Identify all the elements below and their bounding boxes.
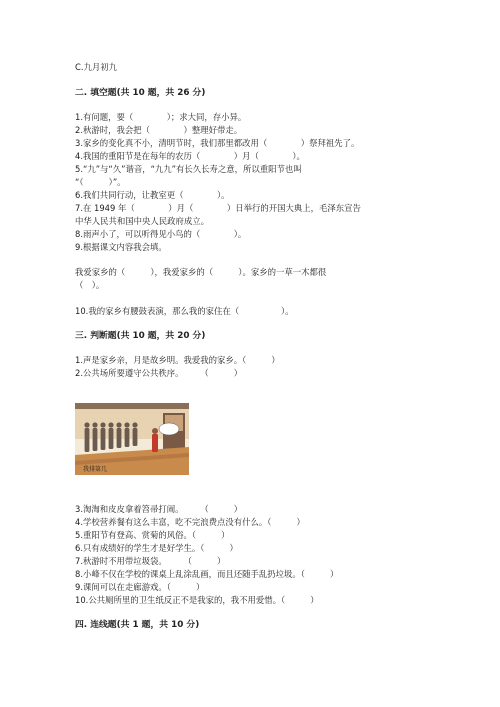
fill-question-9: 9.根据课文内容我会填。 (75, 242, 167, 252)
tf-question-8: 8.小峰不仅在学校的课桌上乱涂乱画，而且还随手乱扔垃圾。（ ） (75, 569, 339, 579)
fill-question-8: 8.雨声小了，可以听得见小鸟的（ ）。 (75, 229, 247, 239)
tf-question-7: 7.秋游时不用带垃圾袋。 （ ） (75, 556, 226, 566)
tf-question-6: 6.只有成绩好的学生才是好学生。（ ） (75, 543, 238, 553)
tf-question-3: 3.淘淘和皮皮拿着笤帚打闹。 （ ） (75, 504, 243, 514)
fill-question-7: 7.在 1949 年（ ）月（ ）日举行的开国大典上，毛泽东宣告 (75, 203, 361, 213)
tf-question-5: 5.重阳节有登高、赏菊的风俗。（ ） (75, 530, 230, 540)
fill-question-9-blank-cont: （ ）。 (75, 280, 105, 290)
tf-question-9: 9.课间可以在走廊游戏。（ ） (75, 582, 205, 592)
tf-question-1: 1.声是家乡亲，月是故乡明。我爱我的家乡。（ ） (75, 355, 280, 365)
fill-question-5-cont: “（ ）”。 (75, 177, 126, 187)
fill-question-5: 5.“九”与“久”谐音，“九九”有长久长寿之意，所以重阳节也叫 (75, 164, 302, 174)
fill-question-10: 10.我的家乡有腰鼓表演，那么我的家住在（ ）。 (75, 306, 294, 316)
fill-question-7-cont: 中华人民共和国中央人民政府成立。 (75, 216, 209, 226)
queue-illustration (75, 403, 189, 475)
fill-question-2: 2.秋游时，我会把（ ）整理好带走。 (75, 125, 243, 135)
section-heading-fill-blank: 二. 填空题(共 10 题，共 26 分) (75, 88, 206, 98)
fill-question-9-blank-line: 我爱家乡的（ ），我爱家乡的（ ）。家乡的一草一木都很 (75, 267, 327, 277)
illustration-caption: 我排第几 (83, 466, 108, 473)
tf-question-2: 2.公共场所要遵守公共秩序。 （ ） (75, 368, 243, 378)
fill-question-4: 4.我国的重阳节是在每年的农历（ ）月（ ）。 (75, 151, 305, 161)
option-c: C.九月初九 (75, 62, 118, 72)
section-heading-true-false: 三. 判断题(共 10 题，共 20 分) (75, 331, 206, 341)
section-heading-matching: 四. 连线题(共 1 题，共 10 分) (75, 620, 200, 630)
tf-question-10: 10.公共厕所里的卫生纸反正不是我家的，我不用爱惜。（ ） (75, 595, 319, 605)
fill-question-3: 3.家乡的变化真不小，清明节时，我们那里都改用（ ）祭拜祖先了。 (75, 138, 360, 148)
tf-question-4: 4.学校营养餐有这么丰富，吃不完浪费点没有什么。（ ） (75, 517, 305, 527)
fill-question-1: 1.有问题，要（ ）；求大同，存小异。 (75, 112, 247, 122)
fill-question-6: 6.我们共同行动，让教室更（ ）。 (75, 190, 230, 200)
